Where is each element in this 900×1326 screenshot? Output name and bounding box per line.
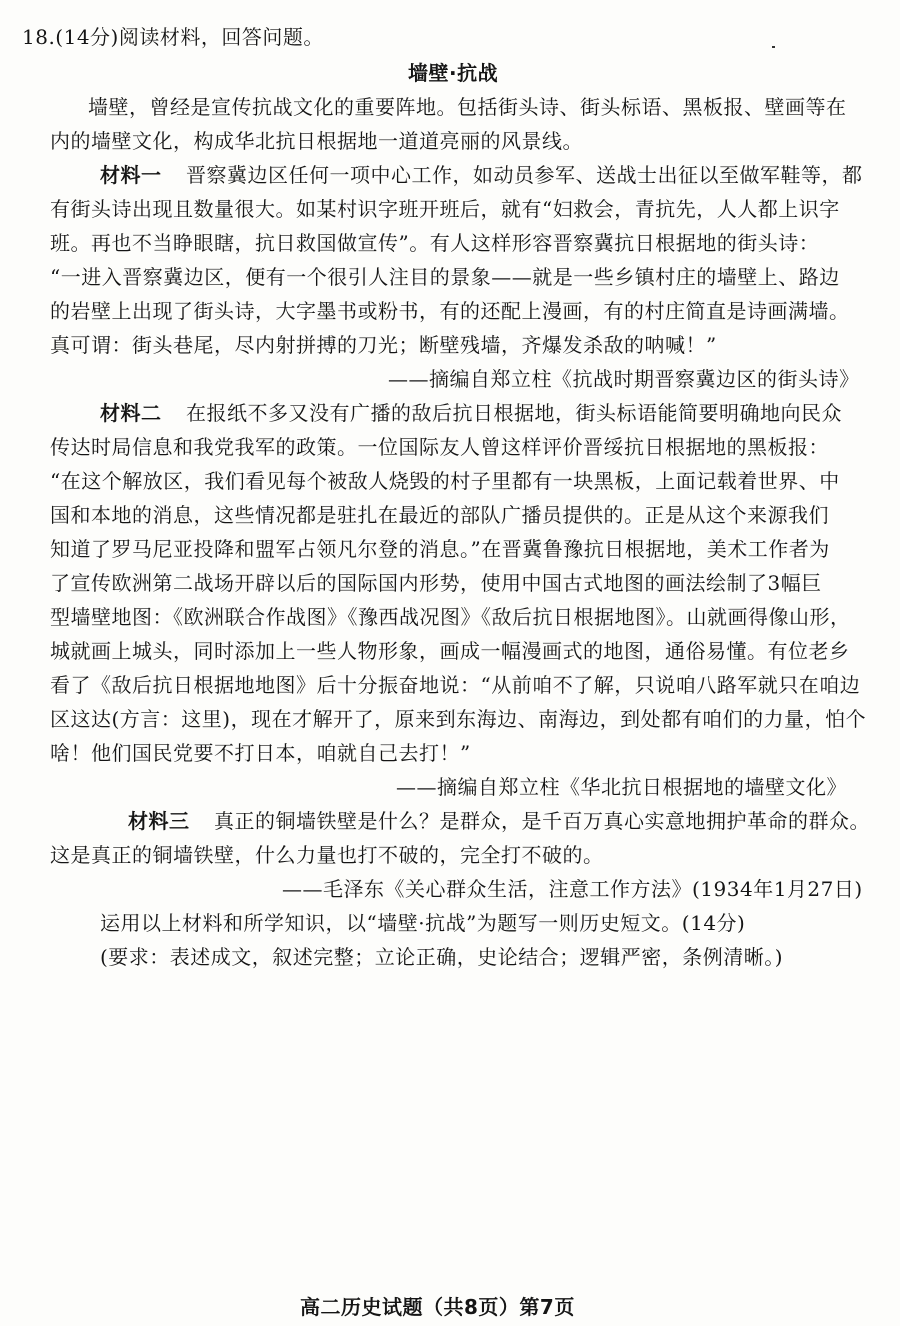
material2-line: 知道了罗马尼亚投降和盟军占领凡尔登的消息。”在晋冀鲁豫抗日根据地，美术工作者为 (50, 537, 830, 561)
material1-label: 材料一 (100, 163, 162, 187)
material3-line: 真正的铜墙铁壁是什么？是群众，是千百万真心实意地拥护革命的群众。 (214, 809, 870, 833)
material1-line: 晋察冀边区任何一项中心工作，如动员参军、送战士出征以至做军鞋等，都 (186, 163, 863, 187)
material2-source: ——摘编自郑立柱《华北抗日根据地的墙壁文化》 (396, 775, 847, 799)
scan-speck (772, 46, 775, 48)
material2-line: 城就画上城头，同时添加上一些人物形象，画成一幅漫画式的地图，通俗易懂。有位老乡 (50, 639, 850, 663)
material1-line: “一进入晋察冀边区，便有一个很引人注目的景象——就是一些乡镇村庄的墙壁上、路边 (50, 265, 840, 289)
intro-line-1: 墙壁，曾经是宣传抗战文化的重要阵地。包括街头诗、街头标语、黑板报、壁画等在 (88, 95, 847, 119)
material1-line: 真可谓：街头巷尾，尽内射拼搏的刀光；断壁残墙，齐爆发杀敌的呐喊！” (50, 333, 717, 357)
material1-line: 班。再也不当睁眼瞎，抗日救国做宣传”。有人这样形容晋察冀抗日根据地的街头诗： (50, 231, 820, 255)
page-footer: 高二历史试题（共8页）第7页 (300, 1295, 575, 1319)
material3-line: 这是真正的铜墙铁壁，什么力量也打不破的，完全打不破的。 (50, 843, 604, 867)
material2-line: 在报纸不多又没有广播的敌后抗日根据地，街头标语能简要明确地向民众 (186, 401, 842, 425)
task-prompt: 运用以上材料和所学知识，以“墙壁·抗战”为题写一则历史短文。(14分) (100, 911, 746, 935)
task-requirements: (要求：表述成文，叙述完整；立论正确，史论结合；逻辑严密，条例清晰。) (100, 945, 784, 969)
material2-line: 国和本地的消息，这些情况都是驻扎在最近的部队广播员提供的。正是从这个来源我们 (50, 503, 829, 527)
material1-source: ——摘编自郑立柱《抗战时期晋察冀边区的街头诗》 (388, 367, 860, 391)
material2-line: 传达时局信息和我党我军的政策。一位国际友人曾这样评价晋绥抗日根据地的黑板报： (50, 435, 829, 459)
question-header: 18.(14分)阅读材料，回答问题。 (22, 25, 324, 49)
essay-title: 墙壁·抗战 (408, 61, 499, 85)
intro-line-2: 内的墙壁文化，构成华北抗日根据地一道道亮丽的风景线。 (50, 129, 583, 153)
material2-line: 型墙壁地图：《欧洲联合作战图》《豫西战况图》《敌后抗日根据地图》。山就画得像山形， (50, 605, 851, 629)
material1-line: 有街头诗出现且数量很大。如某村识字班开班后，就有“妇救会，青抗先，人人都上识字 (50, 197, 840, 221)
material2-line: 区这达(方言：这里)，现在才解开了，原来到东海边、南海边，到处都有咱们的力量，怕个 (50, 707, 867, 731)
material2-label: 材料二 (100, 401, 162, 425)
material2-line: 看了《敌后抗日根据地地图》后十分振奋地说：“从前咱不了解，只说咱八路军就只在咱边 (50, 673, 861, 697)
material3-label: 材料三 (128, 809, 190, 833)
material2-line: “在这个解放区，我们看见每个被敌人烧毁的村子里都有一块黑板，上面记载着世界、中 (50, 469, 840, 493)
material2-line: 了宣传欧洲第二战场开辟以后的国际国内形势，使用中国古式地图的画法绘制了3幅巨 (50, 571, 822, 595)
material3-source: ——毛泽东《关心群众生活，注意工作方法》(1934年1月27日) (282, 877, 863, 901)
material2-line: 啥！他们国民党要不打日本，咱就自己去打！” (50, 741, 471, 765)
material1-line: 的岩壁上出现了街头诗，大字墨书或粉书，有的还配上漫画，有的村庄简直是诗画满墙。 (50, 299, 850, 323)
